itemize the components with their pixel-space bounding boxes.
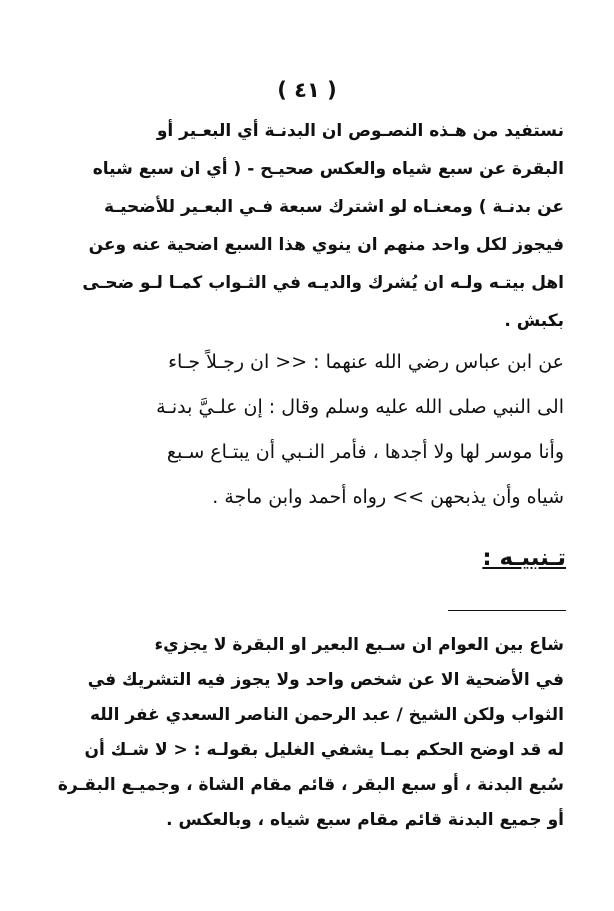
paragraph-3	[40, 628, 564, 838]
page-number: ( ٤١ )	[277, 78, 337, 102]
paragraph-line: نستفيد من هـذه النصـوص ان البدنـة أي البعـير أو	[156, 121, 564, 141]
divider	[448, 610, 566, 611]
section-heading: تـنبيـه :	[482, 545, 566, 571]
paragraph-line: الى النبي صلى الله عليه وسلم وقال : إن علـيَّ بدنـة	[156, 396, 564, 418]
paragraph-line: شياه وأن يذبحهن >> رواه أحمد وابن ماجة .	[212, 486, 564, 508]
paragraph-line: اهل بيتـه ولـه ان يُشرك والديـه في الثـواب كمـا لـو ضحـى	[82, 273, 564, 293]
paragraph-line: عن بدنـة ) ومعنـاه لو اشترك سبعة فـي البعـير للأضحيـة	[104, 197, 564, 217]
paragraph-1	[40, 112, 564, 340]
paragraph-line: وأنا موسر لها ولا أجدها ، فأمر النـبي أن يبتـاع سـبع	[166, 441, 564, 463]
paragraph-line: البقرة عن سبع شياه والعكس صحيـح - ( أي ان سبع شياه	[92, 159, 564, 179]
paragraph-line: أو جميع البدنة قائم مقام سبع شياه ، وبالعكس .	[166, 810, 564, 830]
paragraph-line: سُبع البدنة ، أو سبع البقر ، قائم مقام الشاة ، وجميـع البقـرة	[57, 775, 564, 795]
paragraph-line: عن ابن عباس رضي الله عنهما : << ان رجـلاً جـاء	[168, 351, 564, 373]
paragraph-line: بكبش .	[504, 311, 564, 331]
paragraph-line: في الأضحية الا عن شخص واحد ولا يجوز فيه التشريك في	[87, 670, 564, 690]
paragraph-line: شاع بين العوام ان سـبع البعير او البقرة لا يجزيء	[154, 635, 564, 655]
paragraph-2	[40, 340, 564, 520]
paragraph-line: فيجوز لكل واحد منهم ان ينوي هذا السبع اضحية عنه وعن	[88, 235, 564, 255]
paragraph-line: له قد اوضح الحكم بمـا يشفي الغليل بقولـه : < لا شـك أن	[84, 740, 564, 760]
paragraph-line: الثواب ولكن الشيخ / عبد الرحمن الناصر السعدي غفر الله	[89, 705, 564, 725]
